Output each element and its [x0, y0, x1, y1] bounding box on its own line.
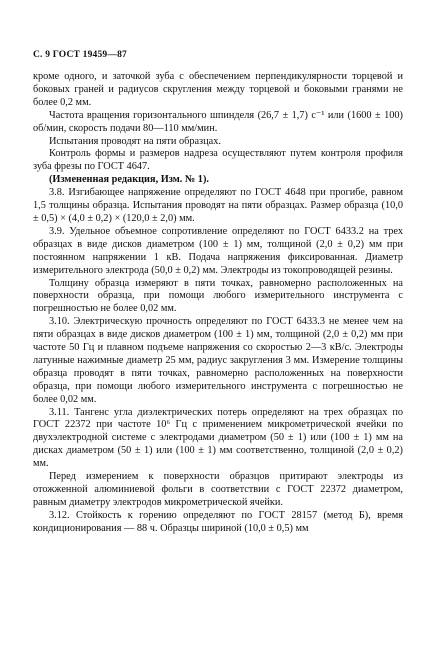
paragraph: Толщину образца измеряют в пяти точках, равномерно расположенных на поверхности образца, при помощи любого измерительного инструмента с погрешностью не более 0,02 мм.	[33, 277, 403, 315]
section-3-12: 3.12. Стойкость к горению определяют по ГОСТ 28157 (метод Б), время кондиционирования — 88 ч. Образцы шириной (10,0 ± 0,5) мм	[33, 509, 403, 534]
document-body	[33, 71, 403, 536]
page-header: С. 9 ГОСТ 19459—87	[33, 50, 127, 60]
section-3-9: 3.9. Удельное объемное сопротивление определяют по ГОСТ 6433.2 на трех образцах в виде дисков диаметром (100 ± 1) мм, толщиной (2,0 ± 0,2) мм при постоянном напряжении 1 кВ. Подача напряжения фиксированная. Диаметр измерительного электрода (50,0 ± 0,2) мм. Электроды из токопроводящей резины.	[33, 225, 403, 276]
section-3-10: 3.10. Электрическую прочность определяют по ГОСТ 6433.3 не менее чем на пяти образцах в виде дисков диаметром (100 ± 1) мм, толщиной (2,0 ± 0,2) мм при частоте 50 Гц и плавном подъеме напряжения со скоростью 2—3 кВ/с. Электроды латунные нажимные диаметр 25 мм, радиус закругления 3 мм. Измерение толщины образца проводят в пяти точках, равномерно расположенных на поверхности образца, при помощи любого измерительного инструмента с погрешностью не более 0,02 мм.	[33, 316, 403, 405]
paragraph: Перед измерением к поверхности образцов притирают электроды из отожженной алюминиевой фольги в соответствии с ГОСТ 22372 диаметром, равным диаметру электродов микрометрической ячейки.	[33, 471, 403, 508]
section-3-11: 3.11. Тангенс угла диэлектрических потерь определяют на трех образцах по ГОСТ 22372 при частоте 10⁶ Гц с применением микрометрической ячейки по двухэлектродной системе с электродами диаметром (50 ± 1) или (100 ± 1) мм на дисках диаметром (50 ± 1) или (100 ± 1) мм соответственно, толщиной (2,0 ± 0,2) мм.	[33, 406, 403, 470]
paragraph: Контроль формы и размеров надреза осуществляют путем контроля профиля зуба фрезы по ГОСТ 4647.	[33, 148, 403, 173]
paragraph: кроме одного, и заточкой зуба с обеспечением перпендикулярности торцевой и боковых граней и радиусов скругления между торцевой и боковыми гранями не более 0,2 мм.	[33, 71, 403, 108]
section-3-8: 3.8. Изгибающее напряжение определяют по ГОСТ 4648 при прогибе, равном 1,5 толщины образца. Испытания проводят на пяти образцах. Размер образца (10,0 ± 0,5) × (4,0 ± 0,2) × (120,0 ± 2,0) мм.	[33, 187, 403, 224]
paragraph: Испытания проводят на пяти образцах.	[49, 135, 221, 147]
amendment-note: (Измененная редакция, Изм. № 1).	[49, 174, 209, 186]
paragraph: Частота вращения горизонтального шпинделя (26,7 ± 1,7) с⁻¹ или (1600 ± 100) об/мин, скорость подачи 80—110 мм/мин.	[33, 109, 403, 134]
